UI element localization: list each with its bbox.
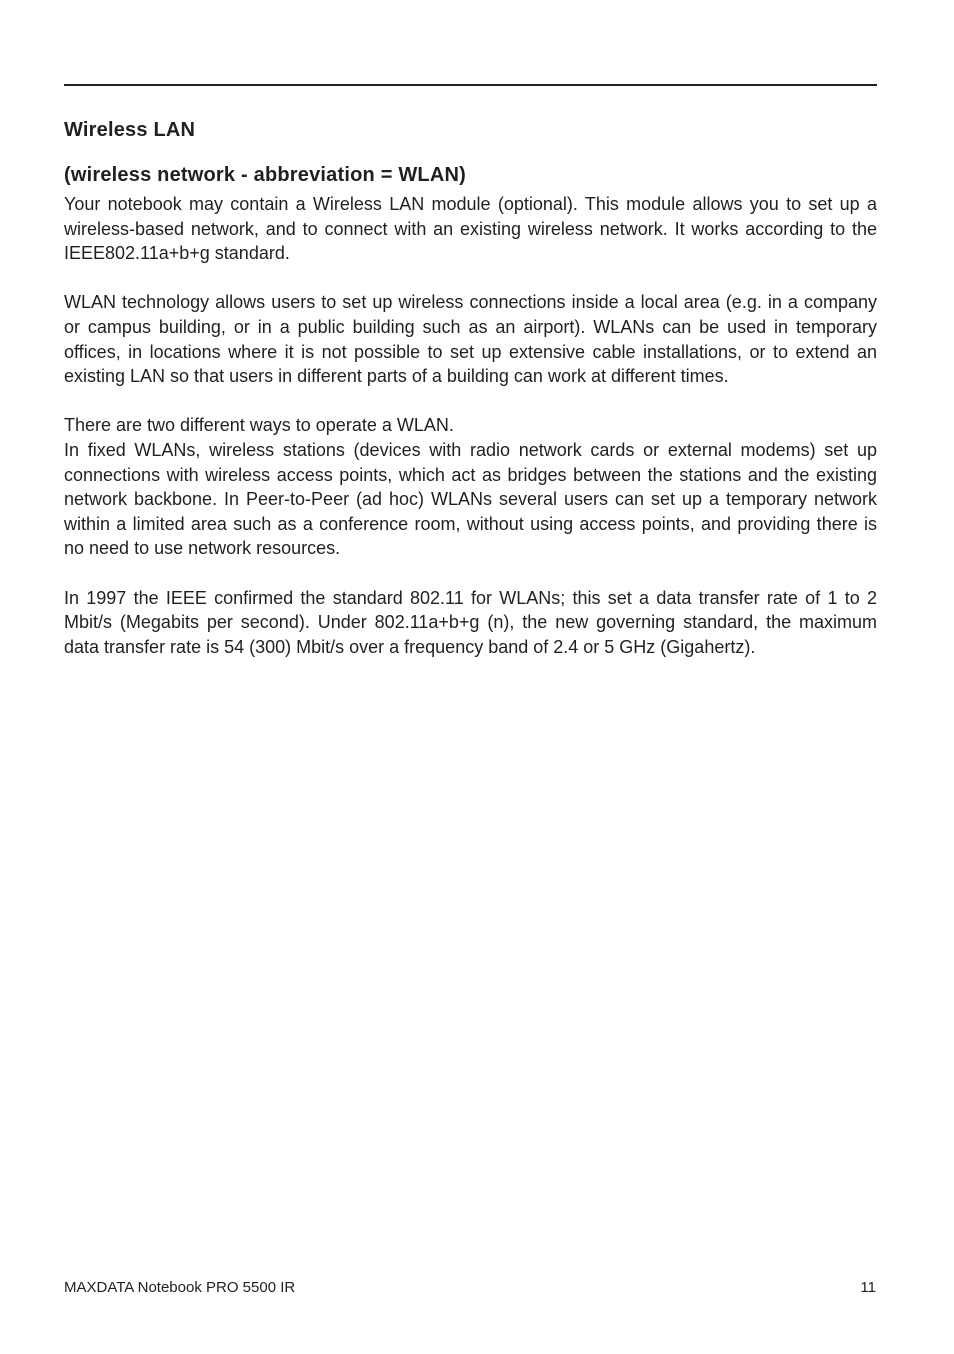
paragraph-ways: There are two different ways to operate a WLAN. (64, 415, 454, 436)
paragraph-technology: WLAN technology allows users to set up wireless connections inside a local area (e.g. in a company or campus building, or in a public building such as an airport). WLANs can be used in temporary offices, in locations where it is not possible to set up extensive cable installations, or to extend an existing LAN so that users in different parts of a building can work at different times. (64, 292, 877, 387)
paragraph-fixed-wlans: In fixed WLANs, wireless stations (devices with radio network cards or external modems) set up connections with wireless access points, which act as bridges between the stations and the existing network backbone. In Peer-to-Peer (ad hoc) WLANs several users can set up a temporary network within a limited area such as a conference room, without using access points, and providing there is no need to use network resources. (64, 439, 877, 559)
header-rule (64, 84, 877, 86)
footer-product: MAXDATA Notebook PRO 5500 IR (64, 1279, 296, 1296)
section-title: Wireless LAN (64, 119, 196, 141)
section-subtitle: (wireless network - abbreviation = WLAN) (64, 164, 466, 186)
paragraph-standard: In 1997 the IEEE confirmed the standard 802.11 for WLANs; this set a data transfer rate of 1 to 2 Mbit/s (Megabits per second). Under 802.11a+b+g (n), the new governing standard, the maximum data transfer rate is 54 (300) Mbit/s over a frequency band of 2.4 or 5 GHz (Gigahertz). (64, 587, 877, 657)
page-content (64, 117, 877, 659)
paragraph-intro: Your notebook may contain a Wireless LAN module (optional). This module allows you to set up a wireless-based network, and to connect with an existing wireless network. It works according to the IEEE802.11a+b+g standard. (64, 194, 877, 264)
page-number: 11 (860, 1279, 876, 1296)
